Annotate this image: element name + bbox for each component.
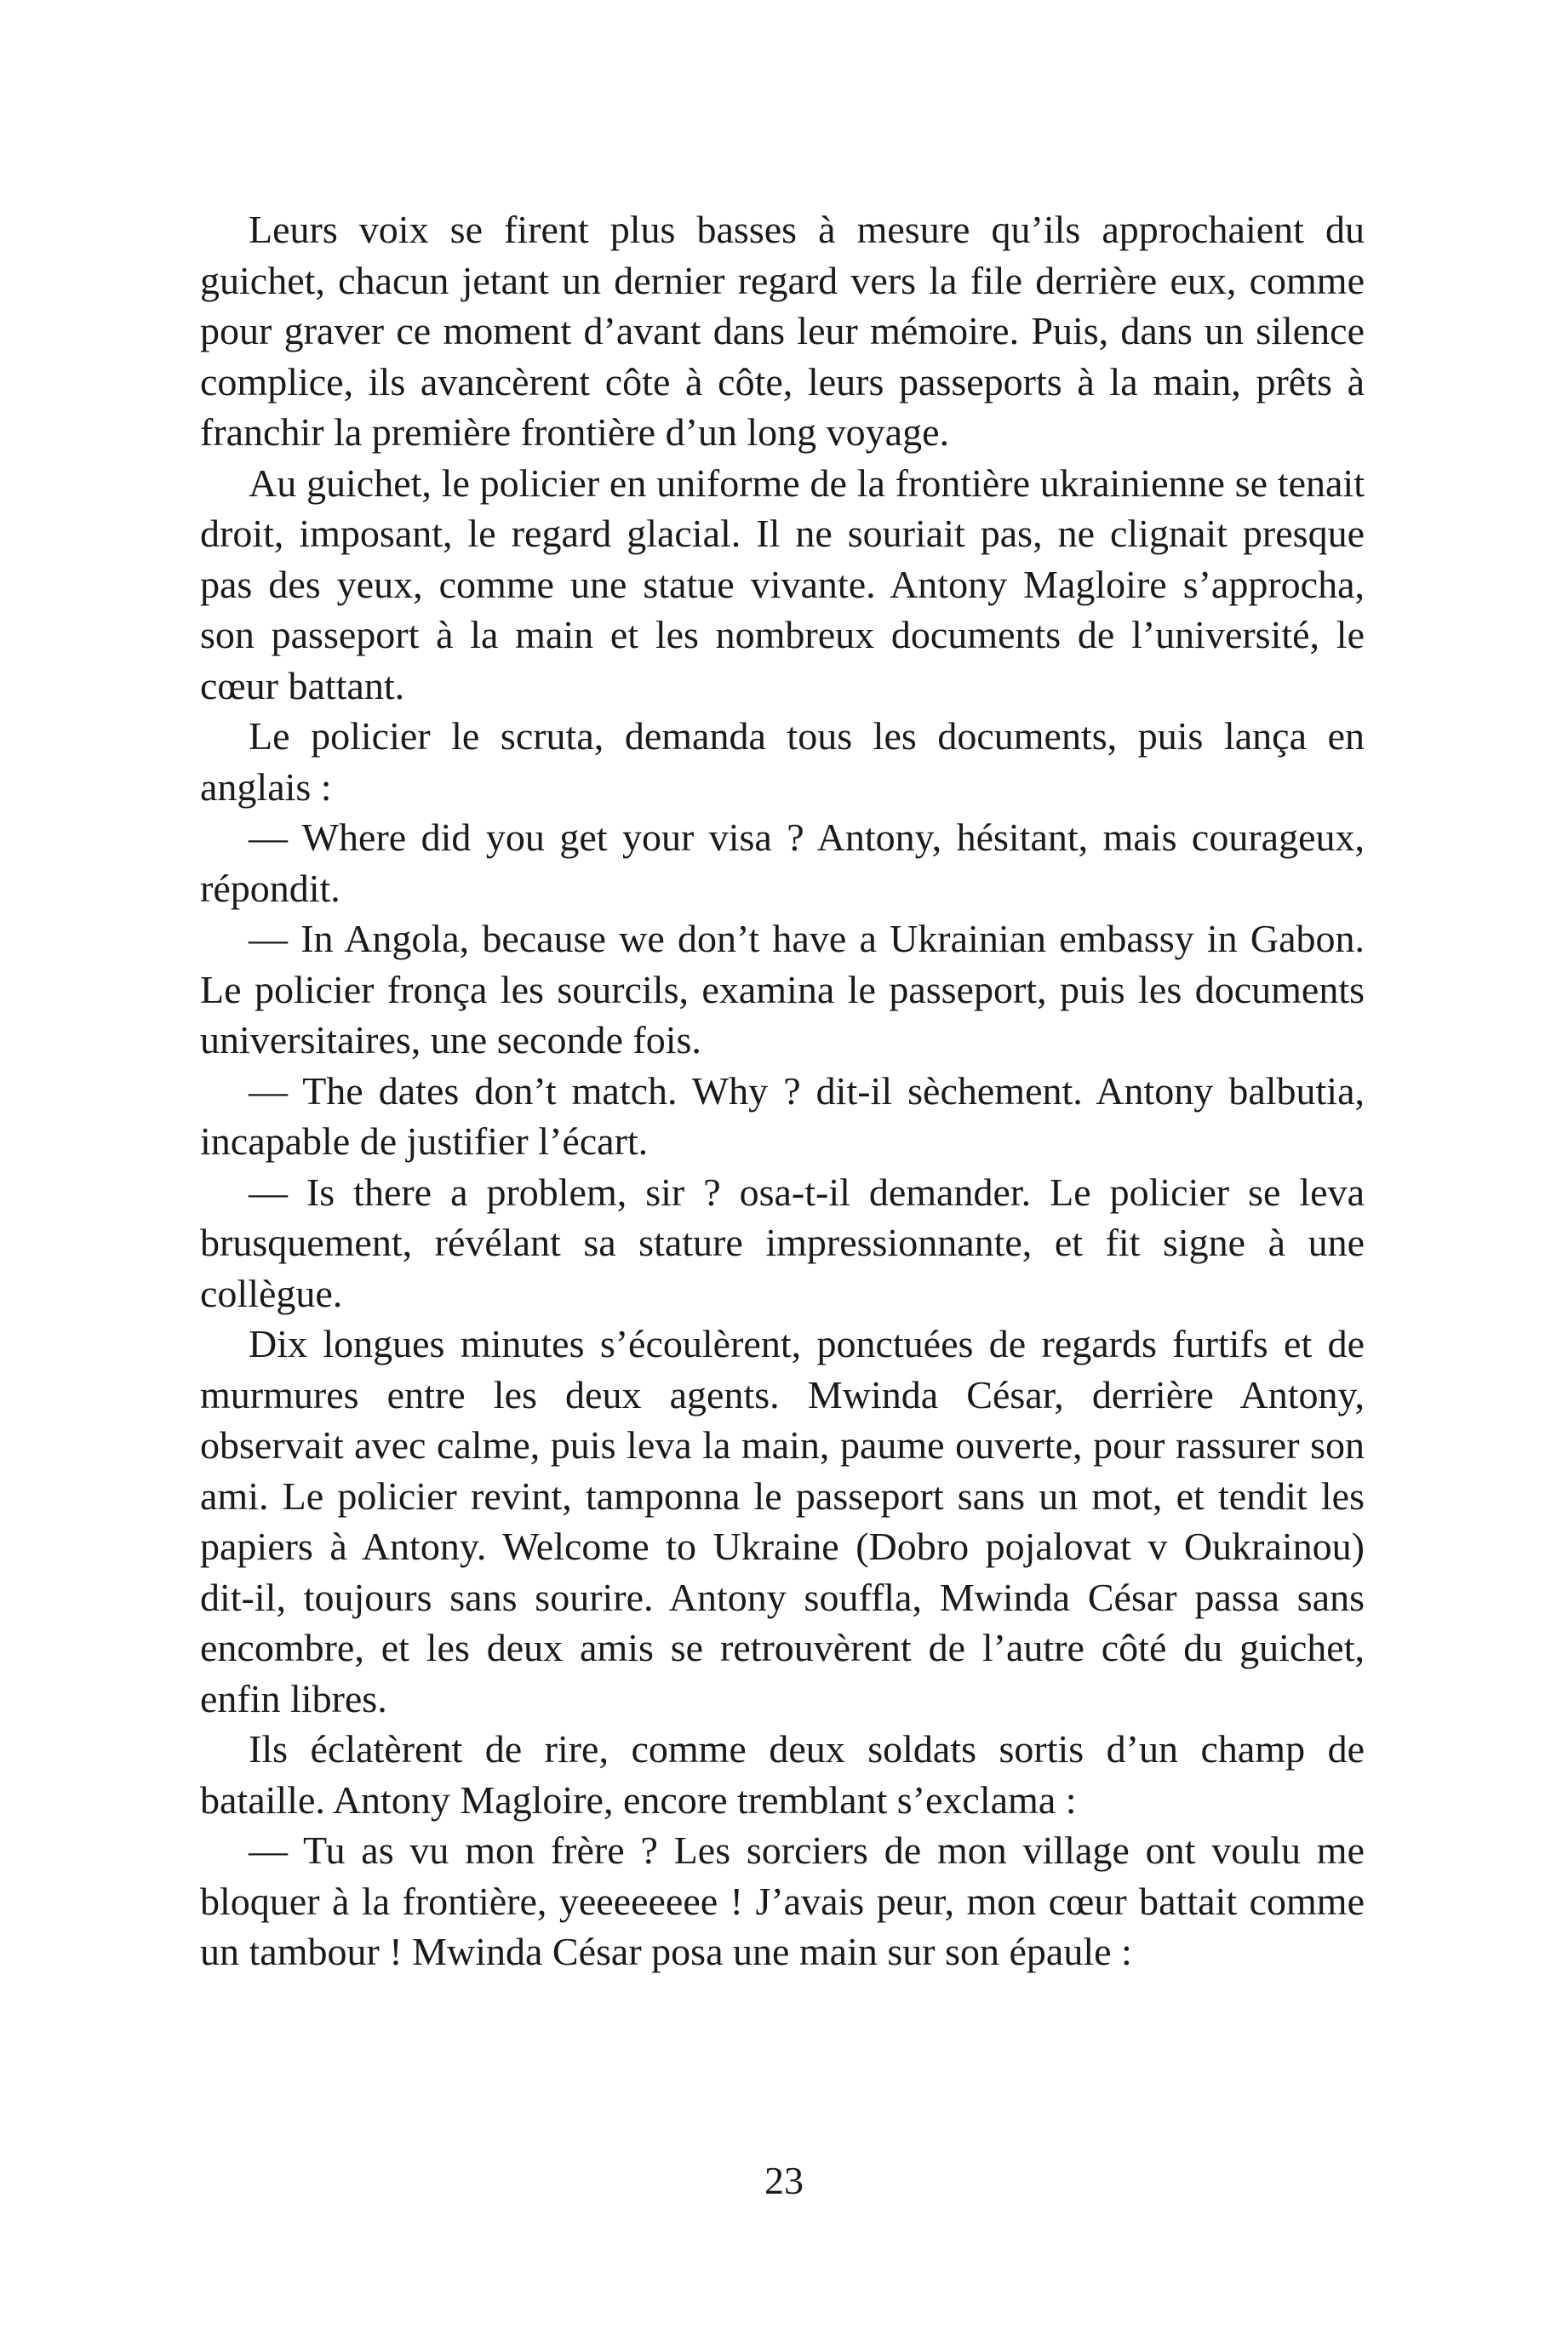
- paragraph: Le policier le scruta, demanda tous les documents, puis lança en anglais :: [200, 714, 1365, 809]
- page-number: 23: [764, 2159, 804, 2202]
- paragraph: Dix longues minutes s’écoulèrent, ponctuées de regards furtifs et de murmures entre les deux agents. Mwinda César, derrière Antony, observait avec calme, puis leva la main, paume ouverte, pour rassurer son ami. Le policier revint, tamponna le passeport sans un mot, et tendit les papiers à Antony. Welcome to Ukraine (Dobro pojalovat v Oukrainou) dit-il, toujours sans sourire. Antony souffla, Mwinda César passa sans encombre, et les deux amis se retrouvèrent de l’autre côté du guichet, enfin libres.: [200, 1322, 1365, 1720]
- dialogue-line: — Is there a problem, sir ? osa-t-il demander. Le policier se leva brusquement, révélant sa stature impressionnante, et fit signe à une collègue.: [200, 1170, 1365, 1315]
- dialogue-line: — Tu as vu mon frère ? Les sorciers de mon village ont voulu me bloquer à la frontière, yeeeeeeee ! J’avais peur, mon cœur battait comme un tambour ! Mwinda César posa une main sur son épaule :: [200, 1828, 1365, 1973]
- paragraph: Au guichet, le policier en uniforme de la frontière ukrainienne se tenait droit, imposant, le regard glacial. Il ne souriait pas, ne clignait presque pas des yeux, comme une statue vivante. Antony Magloire s’approcha, son passeport à la main et les nombreux documents de l’université, le cœur battant.: [200, 461, 1365, 707]
- dialogue-line: — In Angola, because we don’t have a Ukrainian embassy in Gabon. Le policier fronça les sourcils, examina le passeport, puis les documents universitaires, une seconde fois.: [200, 917, 1365, 1062]
- paragraph: Ils éclatèrent de rire, comme deux soldats sortis d’un champ de bataille. Antony Magloire, encore tremblant s’exclama :: [200, 1727, 1365, 1822]
- body-text: [200, 204, 1365, 1977]
- dialogue-line: — Where did you get your visa ? Antony, hésitant, mais courageux, répondit.: [200, 815, 1365, 910]
- dialogue-line: — The dates don’t match. Why ? dit-il sèchement. Antony balbutia, incapable de justifier l’écart.: [200, 1068, 1365, 1163]
- paragraph: Leurs voix se firent plus basses à mesure qu’ils approchaient du guichet, chacun jetant un dernier regard vers la file derrière eux, comme pour graver ce moment d’avant dans leur mémoire. Puis, dans un silence complice, ils avancèrent côte à côte, leurs passeports à la main, prêts à franchir la première frontière d’un long voyage.: [200, 208, 1365, 454]
